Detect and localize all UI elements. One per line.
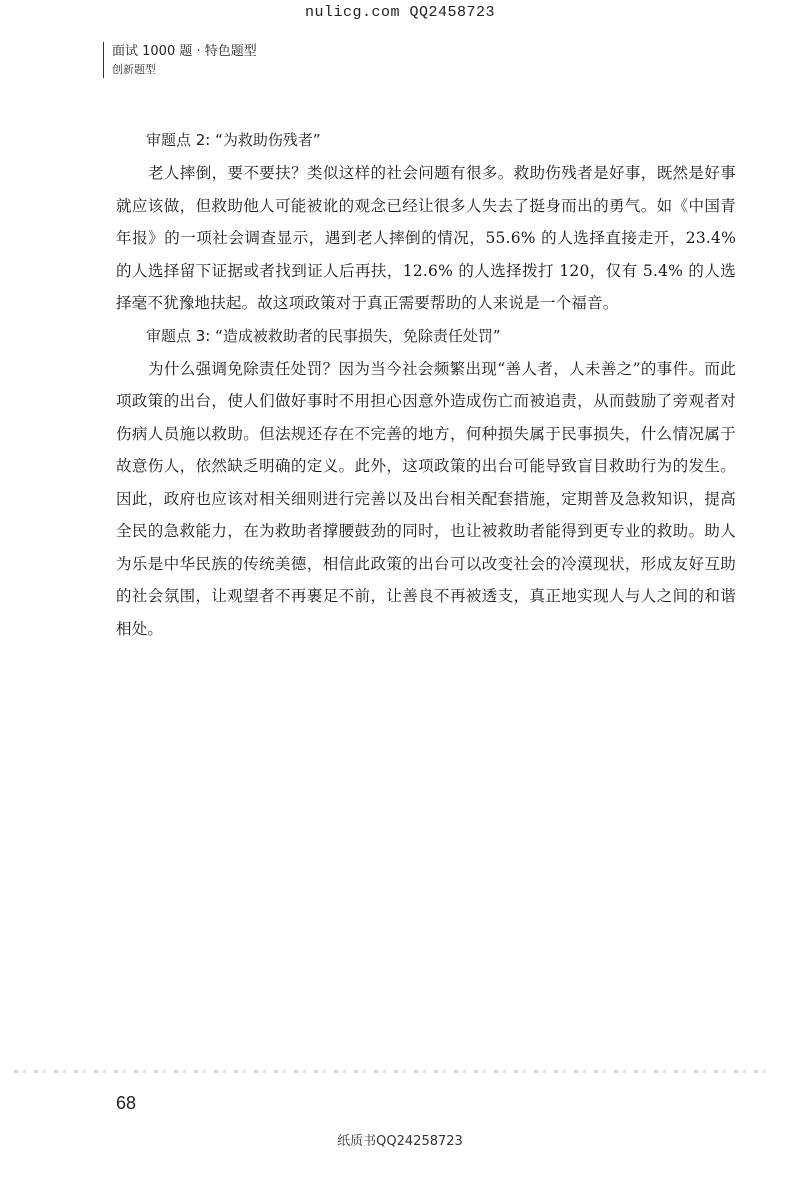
page-number: 68 (116, 1093, 137, 1113)
running-header (103, 42, 257, 78)
review-point-heading: 审题点 2: “为救助伤残者” (146, 131, 321, 149)
book-title: 面试 1000 题 · 特色题型 (112, 44, 257, 59)
top-watermark: nulicg.com QQ2458723 (304, 4, 496, 21)
bottom-watermark: 纸质书QQ24258723 (337, 1134, 463, 1149)
body-paragraph: 为什么强调免除责任处罚？因为当今社会频繁出现“善人者，人未善之”的事件。而此项政策的出台，使人们做好事时不用担心因意外造成伤亡而被追责，从而鼓励了旁观者对伤病人员施以救助。但法规还存在不完善的地方，何种损失属于民事损失，什么情况属于故意伤人，依然缺乏明确的定义。此外，这项政策的出台可能导致盲目救助行为的发生。因此，政府也应该对相关细则进行完善以及出台相关配套措施，定期普及急救知识，提高全民的急救能力，在为救助者撑腰鼓劲的同时，也让被救助者能得到更专业的救助。助人为乐是中华民族的传统美德，相信此政策的出台可以改变社会的冷漠现状，形成友好互助的社会氛围，让观望者不再裹足不前，让善良不再被透支，真正地实现人与人之间的和谐相处。 (116, 359, 736, 638)
scan-artifact-line (14, 1070, 774, 1073)
review-point-heading: 审题点 3: “造成被救助者的民事损失，免除责任处罚” (146, 326, 501, 345)
section-title: 创新题型 (112, 63, 156, 76)
body-paragraph: 老人摔倒，要不要扶？类似这样的社会问题有很多。救助伤残者是好事，既然是好事就应该做，但救助他人可能被讹的观念已经让很多人失去了挺身而出的勇气。如《中国青年报》的一项社会调查显示，遇到老人摔倒的情况，55.6% 的人选择直接走开，23.4% 的人选择留下证据或者找到证人后再扶，12.6% 的人选择拨打 120，仅有 5.4% 的人选择毫不犹豫地扶起。故这项政策对于真正需要帮助的人来说是一个福音。 (116, 164, 736, 312)
page-body (116, 124, 736, 645)
